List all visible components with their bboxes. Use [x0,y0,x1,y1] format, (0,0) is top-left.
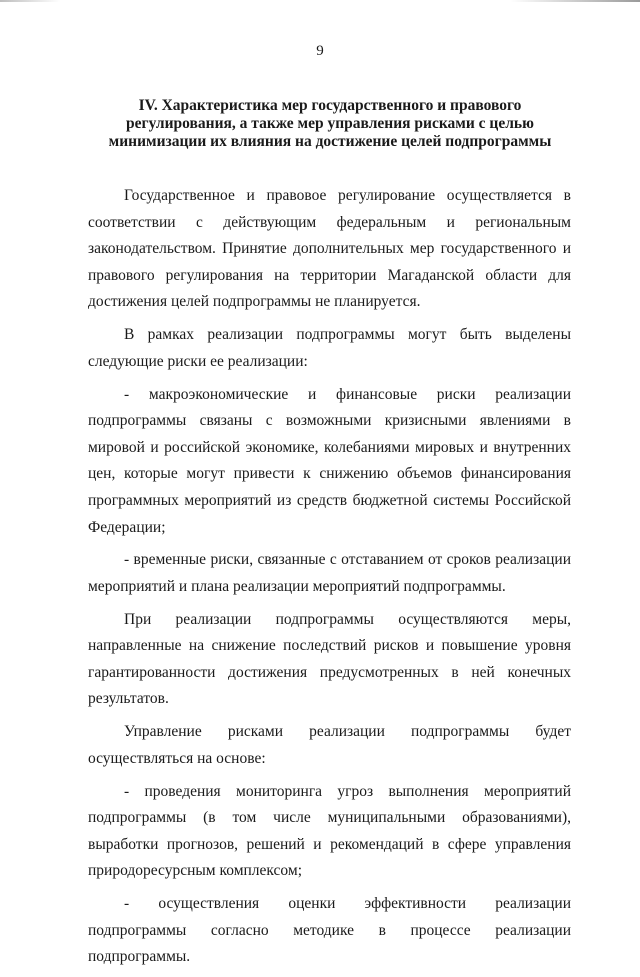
paragraph-regulation: Государственное и правовое регулирование осуществляется в соответствии с действующим федеральным и региональным законодательством. Принятие дополнительных мер государственного и правового регулирования на территории Магаданской области для достижения целей подпрограммы не планируется. [88,187,571,311]
paragraph-risks-intro: В рамках реализации подпрограммы могут быть выделены следующие риски ее реализации: [88,326,571,370]
section-heading-line: минимизации их влияния на достижение целей подпрограммы [108,133,552,150]
section-heading-line: регулирования, а также мер управления рисками с целью [126,115,534,132]
section-heading [88,97,572,151]
paragraph-mitigation: При реализации подпрограммы осуществляются меры, направленные на снижение последствий рисков и повышение уровня гарантированности достижения предусмотренных в ней конечных результатов. [88,610,571,708]
page-number: 9 [316,43,324,59]
paragraph-management-intro: Управление рисками реализации подпрограммы будет осуществляться на основе: [88,723,571,767]
section-heading-line: IV. Характеристика мер государственного и правового [138,97,522,114]
paragraph-evaluation: - осуществления оценки эффективности реализации подпрограммы согласно методике в процессе реализации подпрограммы. [88,895,571,966]
paragraph-risk-macroeconomic: - макроэкономические и финансовые риски реализации подпрограммы связаны с возможными кризисными явлениями в мировой и российской экономике, колебаниями мировых и внутренних цен, которые могут привести к снижению объемов финансирования программных мероприятий из средств бюджетной системы Российской Федерации; [88,385,571,536]
scan-edge-mark-left [0,0,60,2]
body-text [88,183,571,977]
paragraph-monitoring: - проведения мониторинга угроз выполнения мероприятий подпрограммы (в том числе муниципальными образованиями), выработки прогнозов, решений и рекомендаций в сфере управления природоресурсным комплексом; [88,782,571,880]
scan-edge-mark-right [510,0,640,2]
paragraph-risk-temporal: - временные риски, связанные с отставанием от сроков реализации мероприятий и плана реализации мероприятий подпрограммы. [88,551,571,595]
